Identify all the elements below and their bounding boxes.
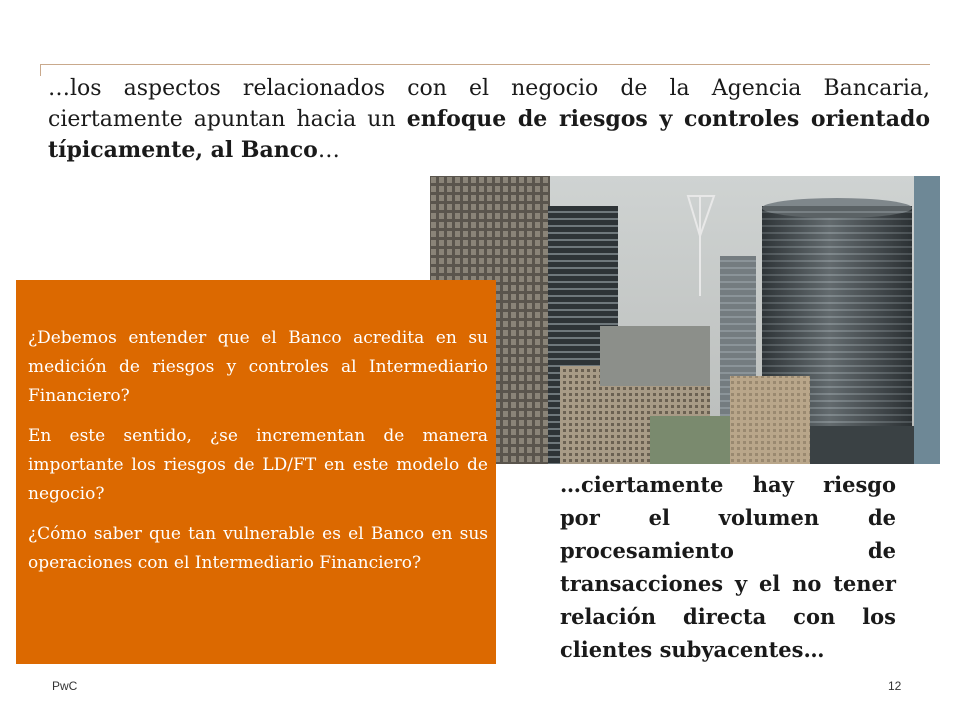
question-panel bbox=[16, 280, 496, 664]
question-1: ¿Debemos entender que el Banco acredita en su medición de riesgos y controles al Intermediario Financiero? bbox=[28, 328, 488, 406]
header-text-part1: …los aspectos relacionados con el negocio de la Agencia Bancaria, ciertamente apuntan hacia un bbox=[48, 76, 930, 132]
conclusion-text: …ciertamente hay riesgo por el volumen de procesamiento de transacciones y el no tener relación directa con los clientes subyacentes… bbox=[560, 472, 896, 662]
city-buildings-photo bbox=[430, 176, 940, 464]
question-3: ¿Cómo saber que tan vulnerable es el Banco en sus operaciones con el Intermediario Financiero? bbox=[28, 524, 488, 573]
header-text bbox=[48, 73, 930, 166]
top-divider bbox=[40, 64, 930, 65]
question-2: En este sentido, ¿se incrementan de manera importante los riesgos de LD/FT en este modelo de negocio? bbox=[28, 426, 488, 504]
header-text-part3: … bbox=[317, 138, 340, 163]
page-number: 12 bbox=[888, 679, 902, 693]
top-divider-tick bbox=[40, 64, 41, 76]
footer-brand: PwC bbox=[52, 679, 78, 693]
header-text-bold: enfoque de riesgos y controles orientado típicamente, al Banco bbox=[48, 106, 931, 163]
